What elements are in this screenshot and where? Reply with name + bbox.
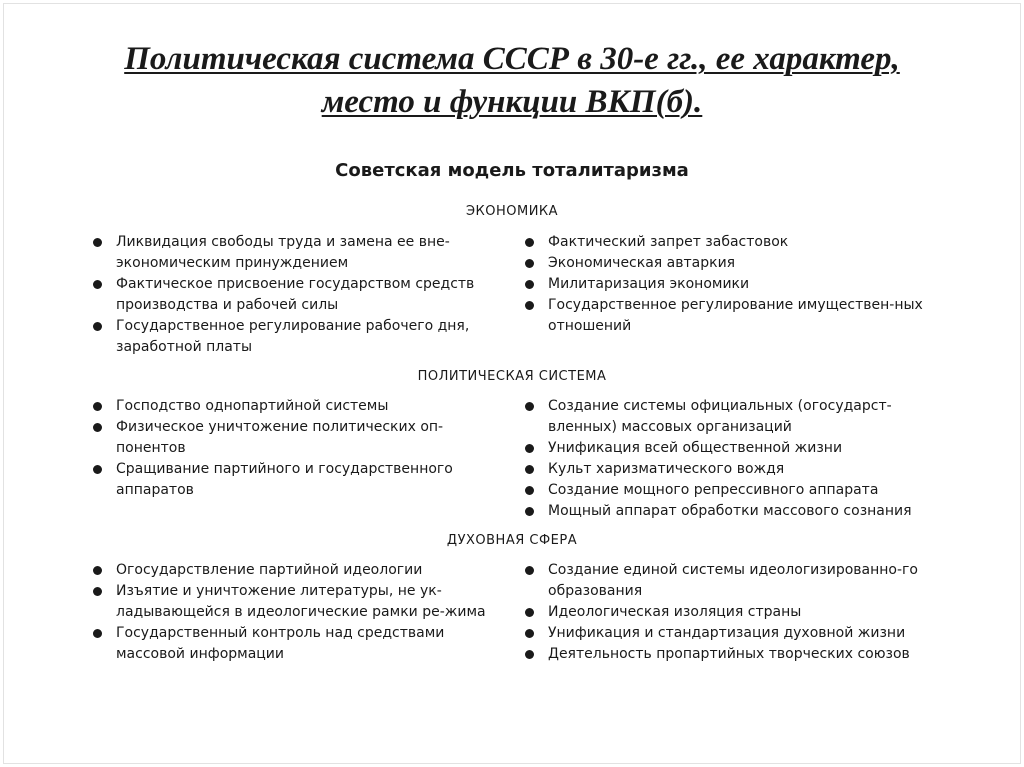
- spiritual-right-list: [524, 560, 934, 665]
- list-item: Государственный контроль над средствами массовой информации: [92, 623, 502, 665]
- list-item: Создание мощного репрессивного аппарата: [524, 480, 934, 501]
- economy-right-list: [524, 232, 934, 337]
- list-item: Господство однопартийной системы: [92, 396, 502, 417]
- list-item: Создание единой системы идеологизированно-го образования: [524, 560, 934, 602]
- list-item: Создание системы официальных (огосударст-вленных) массовых организаций: [524, 396, 934, 438]
- section-heading-politics: ПОЛИТИЧЕСКАЯ СИСТЕМА: [417, 369, 607, 384]
- list-item: Государственное регулирование рабочего дня, заработной платы: [92, 316, 502, 358]
- list-item: Мощный аппарат обработки массового сознания: [524, 501, 934, 522]
- list-item: Идеологическая изоляция страны: [524, 602, 934, 623]
- list-item: Унификация всей общественной жизни: [524, 438, 934, 459]
- diagram-subtitle: Советская модель тоталитаризма: [335, 160, 689, 181]
- slide-title: [0, 38, 1024, 124]
- list-item: Изъятие и уничтожение литературы, не ук-ладывающейся в идеологические рамки ре-жима: [92, 581, 502, 623]
- list-item: Огосударствление партийной идеологии: [92, 560, 502, 581]
- list-item: Сращивание партийного и государственного аппаратов: [92, 459, 502, 501]
- list-item: Ликвидация свободы труда и замена ее вне-экономическим принуждением: [92, 232, 502, 274]
- title-line-2: место и функции ВКП(б).: [321, 84, 703, 120]
- list-item: Государственное регулирование имуществен-ных отношений: [524, 295, 934, 337]
- section-heading-spiritual: ДУХОВНАЯ СФЕРА: [446, 533, 578, 548]
- politics-right-list: [524, 396, 934, 522]
- section-heading-economy: ЭКОНОМИКА: [465, 204, 559, 219]
- list-item: Унификация и стандартизация духовной жизни: [524, 623, 934, 644]
- politics-left-list: [92, 396, 502, 501]
- spiritual-left-list: [92, 560, 502, 665]
- title-line-1: Политическая система СССР в 30-е гг., ее характер,: [124, 41, 900, 77]
- economy-left-list: [92, 232, 502, 358]
- list-item: Физическое уничтожение политических оп-понентов: [92, 417, 502, 459]
- list-item: Милитаризация экономики: [524, 274, 934, 295]
- list-item: Фактическое присвоение государством средств производства и рабочей силы: [92, 274, 502, 316]
- list-item: Культ харизматического вождя: [524, 459, 934, 480]
- list-item: Фактический запрет забастовок: [524, 232, 934, 253]
- list-item: Деятельность пропартийных творческих союзов: [524, 644, 934, 665]
- list-item: Экономическая автаркия: [524, 253, 934, 274]
